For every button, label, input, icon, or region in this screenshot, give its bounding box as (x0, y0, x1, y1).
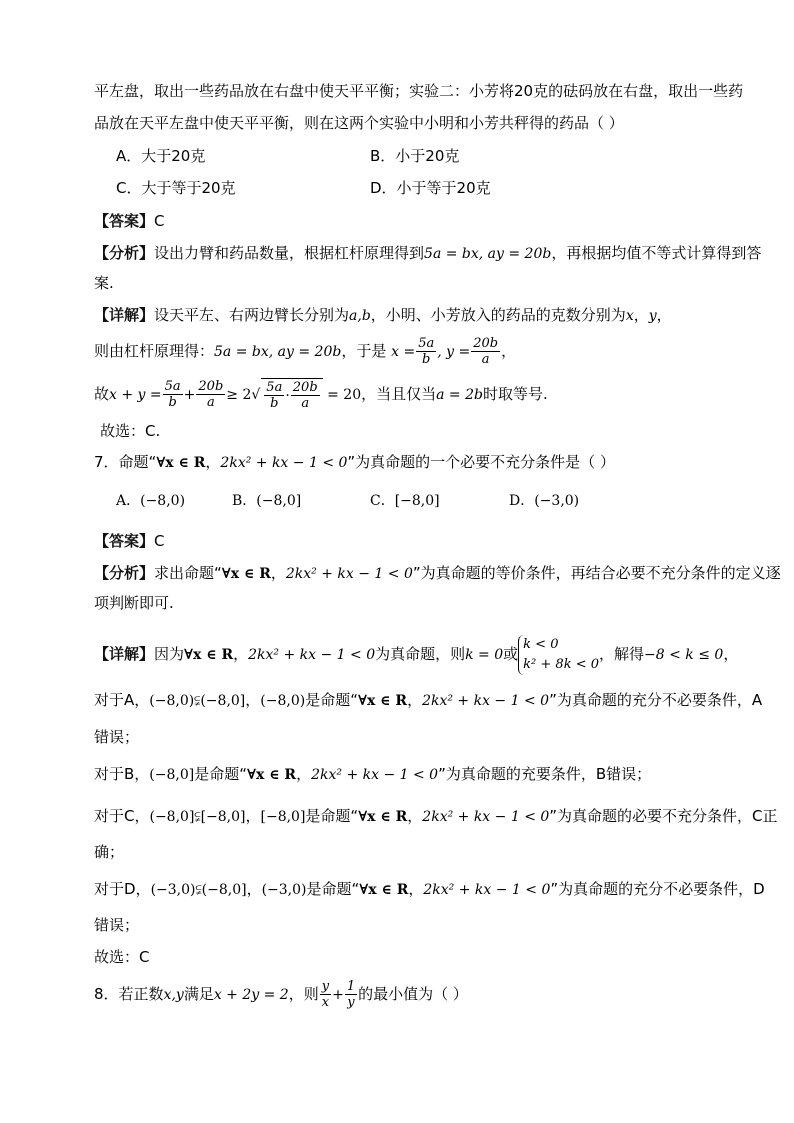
analysis-tag: 【分析】 (94, 244, 155, 262)
q6-detail-line2: 则由杠杆原理得：5a = bx, ay = 20b，于是 x = $\frac{5a}{b}$ , y = $\frac{20b}{a}$ ， (94, 336, 517, 367)
q7-answer: 【答案】C (94, 532, 165, 550)
q7-option-a: A．(−8,0) (116, 493, 186, 509)
q7-detail-d-line1: 对于D，(−3,0)⫋(−8,0]，(−3,0)是命题“∀x ∈ R，2kx² + kx − 1 < 0”为真命题的充分不必要条件，D (94, 880, 765, 898)
q6-analysis-line1: 【分析】设出力臂和药品数量，根据杠杆原理得到5a = bx, ay = 20b，再根据均值不等式计算得到答 (94, 244, 762, 262)
q7-detail-line1: 【详解】因为∀x ∈ R，2kx² + kx − 1 < 0为真命题，则k = 0或 k < 0 k² + 8k < 0 ，解得−8 < k ≤ 0， (94, 634, 738, 675)
q6-stem-line2: 品放在天平左盘中使天平平衡，则在这两个实验中小明和小芳共秤得的药品（ ） (94, 114, 624, 132)
q7-detail-d-line2: 错误； (94, 916, 140, 934)
q6-choose: 故选：C. (100, 422, 161, 440)
q6-detail-line3: 故x + y = $\frac{5a}{b}$ + $\frac{20b}{a}$ ≥ 2√ $\frac{5a}{b}$ · $\frac{20b}{a}$ = 20，当且仅当a = 2b时取等号. (94, 379, 548, 411)
q7-analysis-line1: 【分析】求出命题“∀x ∈ R，2kx² + kx − 1 < 0”为真命题的等价条件，再结合必要不充分条件的定义逐 (94, 564, 781, 582)
q6-option-c: C．大于等于20克 (116, 179, 236, 197)
q7-stem: 7．命题“∀x ∈ R，2kx² + kx − 1 < 0”为真命题的一个必要不充分条件是（ ） (94, 453, 615, 471)
q7-analysis-line2: 项判断即可. (94, 594, 174, 612)
q6-analysis-line2: 案. (94, 274, 114, 292)
q7-choose: 故选：C (94, 948, 150, 966)
q7-option-c: C．[−8,0] (370, 493, 440, 509)
q7-option-b: B．(−8,0] (232, 493, 302, 509)
q7-option-d: D．(−3,0) (509, 493, 580, 509)
q6-option-d: D．小于等于20克 (370, 179, 491, 197)
detail-tag: 【详解】 (94, 306, 155, 324)
q6-option-a: A．大于20克 (116, 147, 206, 165)
q7-detail-a-line2: 错误； (94, 728, 140, 746)
q7-detail-b: 对于B，(−8,0]是命题“∀x ∈ R，2kx² + kx − 1 < 0”为真命题的充要条件，B错误； (94, 765, 652, 783)
q6-stem-line1: 平左盘，取出一些药品放在右盘中使天平平衡；实验二：小芳将20克的砝码放在右盘，取出一些药 (94, 82, 744, 100)
q8-stem: 8．若正数x,y满足x + 2y = 2，则 $\frac{y}{x}$ + $\frac{1}{y}$ 的最小值为（ ） (94, 979, 468, 1010)
answer-tag: 【答案】 (94, 212, 155, 230)
q6-answer: 【答案】C (94, 212, 165, 230)
q7-detail-c-line2: 确； (94, 843, 125, 861)
q6-option-b: B．小于20克 (370, 147, 460, 165)
q6-detail-line1: 【详解】设天平左、右两边臂长分别为a,b，小明、小芳放入的药品的克数分别为x，y， (94, 306, 672, 324)
q7-detail-a-line1: 对于A，(−8,0)⫋(−8,0]，(−8,0)是命题“∀x ∈ R，2kx² + kx − 1 < 0”为真命题的充分不必要条件，A (94, 691, 763, 709)
q7-detail-c-line1: 对于C，(−8,0]⫋[−8,0]，[−8,0]是命题“∀x ∈ R，2kx² + kx − 1 < 0”为真命题的必要不充分条件，C正 (94, 807, 778, 825)
